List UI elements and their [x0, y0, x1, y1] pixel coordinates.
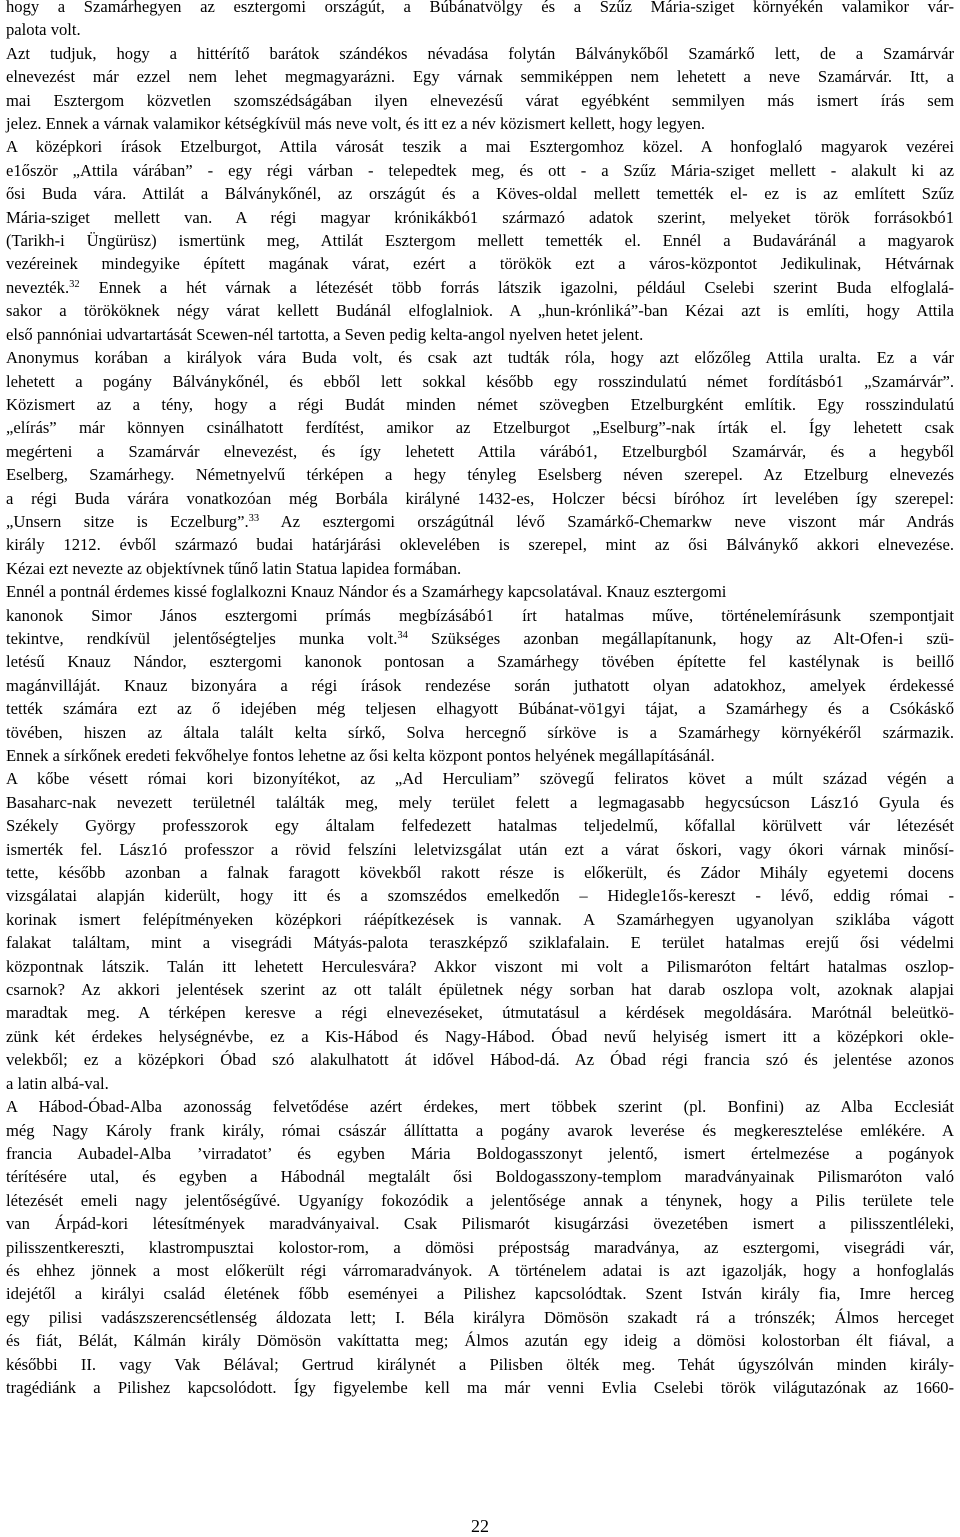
text-line [6, 42, 954, 65]
text-line [6, 323, 954, 346]
text-run: ismerték fel. Lász1ó professzor a rövid felszíni leletvizsgálat után ezt a várat őskori, vagy ókori várnak minősí- [6, 839, 954, 859]
text-run: hogy a Szamárhegyen az esztergomi országút, a Búbánatvölgy és a Szűz Mária-sziget környékén valamikor vár- [6, 0, 954, 16]
text-line [6, 931, 954, 954]
text-line [6, 697, 954, 720]
text-run: velekből; ez a középkori Óbad szó alakulhatott át idővel Hábod-dá. Az Óbad régi francia szó és jelentése azonos [6, 1050, 954, 1070]
text-run: a régi Buda várára vonatkozóan még Borbála királyné 1432-es, Holczer bécsi bíróhoz írt levelében így szerepel: [6, 488, 954, 508]
text-line [6, 1142, 954, 1165]
text-run: ősi Buda vára. Attilát a Bálványkőnél, az országút és a Köves-oldal mellett temették el- ez is az említett Szűz [6, 184, 954, 204]
text-run: Ennek a hét várnak a létezését több forrás látszik igazolni, például Cselebi szerint Buda elfoglalá- [79, 277, 954, 297]
text-run: palota volt. [6, 20, 81, 40]
text-line [6, 650, 954, 673]
text-run: magánvilláját. Knauz bizonyára a régi írások rendezése során juthatott olyan adatokhoz, amelyek érdekessé [6, 675, 954, 695]
text-run: Székely György professzorok egy általam felfedezett hatalmas teljedelmű, kőfallal körülvett vár létezését [6, 816, 954, 836]
text-run: nevezték. [6, 277, 70, 297]
text-line [6, 182, 954, 205]
text-run: király 1212. évből származó budai határjárási oklevelében is szerepel, mint az ősi Bálványkő akkori elnevezése. [6, 535, 954, 555]
text-line [6, 463, 954, 486]
text-line [6, 135, 954, 158]
text-run: elnevezést már ezzel nem lehet megmagyarázni. Egy várnak semmiképpen nem lehetett a neve Szamárvár. Itt, a [6, 67, 954, 87]
text-line [6, 955, 954, 978]
text-line [6, 89, 954, 112]
text-run: a latin albá-val. [6, 1073, 109, 1093]
text-run: Azt tudjuk, hogy a hittérítő barátok szándékos névadása folytán Bálványkőből Szamárkő lett, de a Szamárvár [6, 43, 954, 63]
text-line [6, 674, 954, 697]
text-run: maradtak meg. A térképen keresve a régi elnevezéseket, útmutatásul a kérdések megoldására. Marótnál beleütkö- [6, 1003, 954, 1023]
text-line [6, 18, 954, 41]
text-line [6, 1001, 954, 1024]
text-run: A Hábod-Óbad-Alba azonosság felvetődése azért érdekes, mert többek szerint (pl. Bonfini) az Alba Ecclesiát [6, 1097, 954, 1117]
text-line [6, 112, 954, 135]
text-line [6, 510, 954, 533]
text-line [6, 884, 954, 907]
text-run: (Tarikh-i Üngürüsz) ismertünk meg, Attilát Esztergom mellett temették el. Ennél a Budaváránál a magyarok [6, 231, 954, 251]
footnote-marker: 32 [69, 278, 80, 290]
text-line [6, 1189, 954, 1212]
text-run: lehetett a pogány Bálványkőnél, és ebből lett sokkal később egy rosszindulatú német fordításbó1 „Szamárvár”. [6, 371, 954, 391]
page-body [6, 0, 954, 1399]
text-line [6, 393, 954, 416]
text-line [6, 0, 954, 18]
text-line [6, 1376, 954, 1399]
text-line [6, 229, 954, 252]
text-run: Ennek a sírkőnek eredeti fekvőhelye fontos lehetne az ősi kelta központ pontos helyének megállapításánál. [6, 746, 715, 765]
text-run: tette, később azonban a falnak faragott kövekből rakott része is előkerült, és Zádor Mihály egyetemi docens [6, 863, 954, 883]
text-run: Ennél a pontnál érdemes kissé foglalkozni Knauz Nándor és a Szamárhegy kapcsolatával. Knauz esztergomi [6, 582, 727, 602]
text-line [6, 1212, 954, 1235]
text-run: Anonymus korában a királyok vára Buda volt, és csak azt tudták róla, hogy azt előzőleg Attila uralta. Ez a vár [6, 348, 954, 368]
text-line [6, 1329, 954, 1352]
text-line [6, 1048, 954, 1071]
text-run: Kézai ezt nevezte az objektívnek tűnő latin Statua lapidea formában. [6, 558, 462, 578]
text-line [6, 744, 954, 767]
text-run: Mária-sziget mellett van. A régi magyar krónikákbó1 származó adatok szerint, melyeket török forrásokbó1 [6, 207, 954, 227]
footnote-marker: 34 [397, 629, 408, 641]
footnote-marker: 33 [248, 512, 260, 524]
text-run: idejétől a királyi család életének főbb eseményei a Pilishez kapcsolódtak. Szent István király fia, Imre herceg [6, 1284, 954, 1304]
text-line [6, 159, 954, 182]
text-line [6, 252, 954, 275]
text-run: van Árpád-kori létesítmények maradványaival. Csak Pilismarót kisugárzási övezetében ismert a pilisszentléleki, [6, 1214, 954, 1234]
text-line [6, 908, 954, 931]
text-run: központnak látszik. Talán itt lehetett Herculesvára? Akkor viszont mi volt a Pilismaróton feltárt hatalmas oszlop- [6, 956, 954, 976]
text-line [6, 978, 954, 1001]
text-run: tövében, hiszen az általa talált kelta sírkő, Solva hercegnő sírköve is a Szamárhegy környékéről származik. [6, 722, 954, 742]
text-run: A középkori írások Etzelburgot, Attila városát teszik a mai Esztergomhoz közel. A honfoglaló magyarok vezérei [6, 137, 954, 157]
text-line [6, 1072, 954, 1095]
text-run: és ehhez jönnek a most előkerült régi várromaradványok. A történelem adatai is azt igazolják, hogy a honfoglalás [6, 1260, 954, 1280]
text-line [6, 276, 954, 299]
text-line [6, 1306, 954, 1329]
text-line [6, 487, 954, 510]
text-line [6, 580, 954, 603]
text-run: egy pilisi vadászszerencsétlenség áldozata lett; I. Béla királyra Dömösön szakadt rá a trónszék; Álmos herceget [6, 1307, 954, 1327]
text-line [6, 440, 954, 463]
text-run: megérteni a Szamárvár elnevezést, és így lehetett Attila várábó1, Etzelburgból Szamárvár, és a hegyből [6, 441, 954, 461]
text-line [6, 1353, 954, 1376]
text-line [6, 557, 954, 580]
text-run: A kőbe vésett római kori bizonyítékot, az „Ad Herculiam” szövegű feliratos követ a múlt század végén a [6, 769, 954, 789]
text-line [6, 1282, 954, 1305]
text-run: „elírás” már könnyen csinálhatott ferdítést, amikor az Etzelburgot „Eselburg”-nak írták el. Így lehetett csak [6, 418, 954, 438]
text-run: Eselberg, Szamárhegy. Németnyelvű térképen a hegy tényleg Eselsberg néven szerepel. Az Etzelburg elnevezés [6, 465, 954, 485]
text-run: francia Aubadel-Alba ’virradatot’ és egyben Mária Boldogasszonyt jelentő, ismert értelmezése a pogányok [6, 1143, 954, 1163]
text-line [6, 767, 954, 790]
text-run: zünk két érdekes helységnévbe, ez a Kis-Hábod és Nagy-Hábod. Óbad nevű helyiség ismert itt a középkori okle- [6, 1026, 954, 1046]
text-line [6, 65, 954, 88]
text-run: még Nagy Károly frank király, római császár állíttatta a pogány avarok leverése és megkeresztelése emlékére. A [6, 1120, 954, 1140]
text-run: Közismert az a tény, hogy a régi Budát minden német szövegben Etzelburgként említik. Egy rosszindulatú [6, 394, 954, 414]
text-run: első pannóniai udvartartását Scewen-nél tartotta, a Seven pedig kelta-angol nyelven hetet jelent. [6, 324, 644, 344]
text-line [6, 627, 954, 650]
text-run: falakat találtam, mint a visegrádi Mátyás-palota teraszképző sziklafalain. E terület hatalmas erejű ősi védelmi [6, 933, 954, 953]
text-line [6, 604, 954, 627]
text-line [6, 721, 954, 744]
text-line [6, 791, 954, 814]
text-line [6, 1165, 954, 1188]
text-line [6, 1025, 954, 1048]
text-run: tették számára ezt az ő idejében még teljesen elhagyott Búbánat-vö1gyi tájat, a Szamárhegy és a Csókáskő [6, 699, 954, 719]
text-run: Szükséges azonban megállapítanunk, hogy az Alt-Ofen-i szü- [407, 628, 954, 648]
text-run: Basaharc-nak nevezett területnél találták meg, mely terület felett a legmagasabb hegycsúcson Lász1ó Gyula és [6, 792, 954, 812]
text-line [6, 814, 954, 837]
text-line [6, 206, 954, 229]
text-line [6, 299, 954, 322]
text-run: későbbi II. vagy Vak Bélával; Gertrud királynét a Pilisben ölték meg. Tehát úgyszólván minden király- [6, 1354, 954, 1374]
text-run: vizsgálatai alapján kiderült, hogy itt és a szomszédos emelkedőn – Hidegle1ős-kereszt - lévő, eddig római - [6, 886, 954, 906]
text-line [6, 1095, 954, 1118]
text-line [6, 346, 954, 369]
text-line [6, 1259, 954, 1282]
text-line [6, 370, 954, 393]
text-line [6, 838, 954, 861]
text-line [6, 1236, 954, 1259]
text-run: e1őször „Attila várában” - egy régi várban - telepedtek meg, és ott - a Szűz Mária-sziget mellett - alakult ki az [6, 160, 954, 180]
text-run: térítésére utal, és egyben a Hábodnál megtalált ősi Boldogasszony-templom maradványainak Pilismaróton való [6, 1167, 954, 1187]
text-run: Az esztergomi országútnál lévő Szamárkő-Chemarkw neve viszont már András [259, 511, 955, 531]
text-run: korinak ismert felépítményeken középkori ráépítkezések is vannak. A Szamárhegyen ugyanolyan sziklába vágott [6, 909, 954, 929]
text-run: „Unsern sitze is Eczelburg”. [6, 511, 249, 531]
text-run: csarnok? Az akkori jelentések szerint az ott talált épületnek négy sorban hat darab oszlopa volt, azoknak alapjai [6, 980, 954, 1000]
text-run: tekintve, rendkívül jelentőségteljes munka volt. [6, 628, 398, 648]
text-line [6, 533, 954, 556]
text-run: mai Esztergom közvetlen szomszédságában ilyen elnevezésű várat egyébként semmilyen más ismert írás sem [6, 90, 954, 110]
text-run: pilisszentkereszti, klastrompusztai kolostor-rom, a dömösi prépostság maradványa, az esztergomi, visegrádi vár, [6, 1237, 954, 1257]
text-run: kanonok Simor János esztergomi prímás megbízásábó1 írt hatalmas műve, történelemírásunk szempontjait [6, 605, 954, 625]
text-line [6, 416, 954, 439]
text-run: jelez. Ennek a várnak valamikor kétségkívül más neve volt, és itt ez a név közismert kellett, hogy legyen. [6, 114, 706, 134]
text-line [6, 1119, 954, 1142]
text-run: tragédiánk a Pilishez kapcsolódott. Így figyelembe kell ma már venni Evlia Cselebi török világutazónak az 1660- [6, 1377, 954, 1397]
page-number: 22 [471, 1516, 489, 1536]
text-run: letésű Knauz Nándor, esztergomi kanonok pontosan a Szamárhegy tövében építette fel kastélynak is beillő [6, 652, 954, 672]
text-line [6, 861, 954, 884]
text-run: és fiát, Bélát, Kálmán király Dömösön vakíttatta meg; Álmos azután egy ideig a dömösi kolostorban élt fiával, a [6, 1331, 954, 1351]
text-run: létezését emeli nagy jelentőségűvé. Ugyanígy fokozódik a jelentősége annak a ténynek, hogy a Pilis területe tele [6, 1190, 954, 1210]
text-run: sakor a törököknek négy várat kellett Budánál elfoglalniok. A „hun-krónliká”-ban Kézai azt is említi, hogy Attila [6, 301, 954, 321]
text-run: vezéreinek mindegyike épített magának várat, ezért a törökök ezt a város-központot Jedikulinak, Hétvárnak [6, 254, 954, 274]
